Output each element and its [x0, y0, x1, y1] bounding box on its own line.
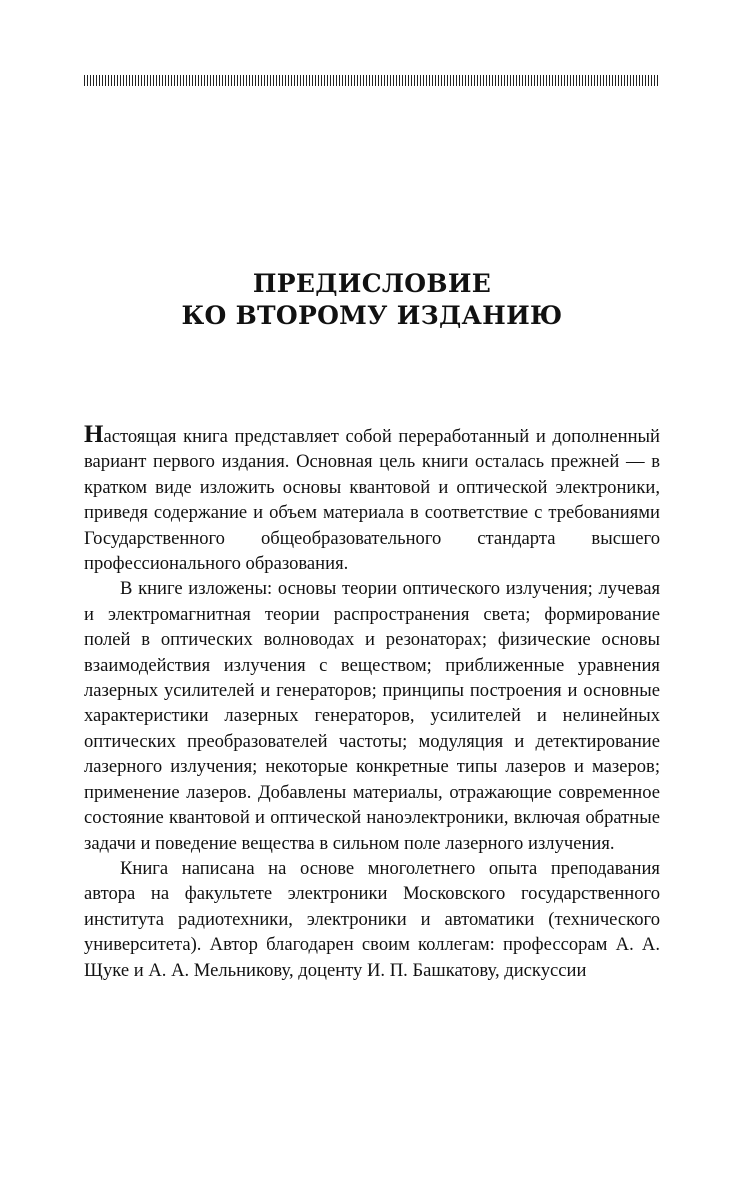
- paragraph-1-text: астоящая книга представляет собой переработанный и дополненный вариант первого издания. Основная цель книги осталась прежней — в кратком виде изложить основы квантовой и оптической электроники, приведя содержание и объем материала в соответствие с требованиями Государственного общеобразовательного стандарта высшего профессионального образования.: [84, 426, 660, 575]
- paragraph-2: В книге изложены: основы теории оптического излучения; лучевая и электромагнитная теории распространения света; формирование полей в оптических волноводах и резонаторах; физические основы взаимодействия излучения с веществом; приближенные уравнения лазерных усилителей и генераторов; принципы построения и основные характеристики лазерных генераторов, усилителей и нелинейных оптических преобразователей частоты; модуляция и детектирование лазерного излучения; некоторые конкретные типы лазеров и мазеров; применение лазеров. Добавлены материалы, отражающие современное состояние квантовой и оптической наноэлектроники, включая обратные задачи и поведение вещества в сильном поле лазерного излучения.: [84, 578, 660, 854]
- title-line-1: ПРЕДИСЛОВИЕ: [252, 269, 492, 298]
- initial-letter: Н: [84, 421, 104, 448]
- decorative-header-rule: [84, 75, 660, 86]
- paragraph-3: Книга написана на основе многолетнего опыта преподавания автора на факультете электроники Московского государственного института радиотехники, электроники и автоматики (технического университета). Автор благодарен своим коллегам: профессорам А. А. Щуке и А. А. Мельникову, доценту И. П. Башкатову, дискуссии: [84, 857, 660, 981]
- page-title: [84, 268, 660, 332]
- paragraph-1: [84, 422, 660, 576]
- body-text: [84, 422, 660, 983]
- title-line-2: КО ВТОРОМУ ИЗДАНИЮ: [181, 301, 563, 330]
